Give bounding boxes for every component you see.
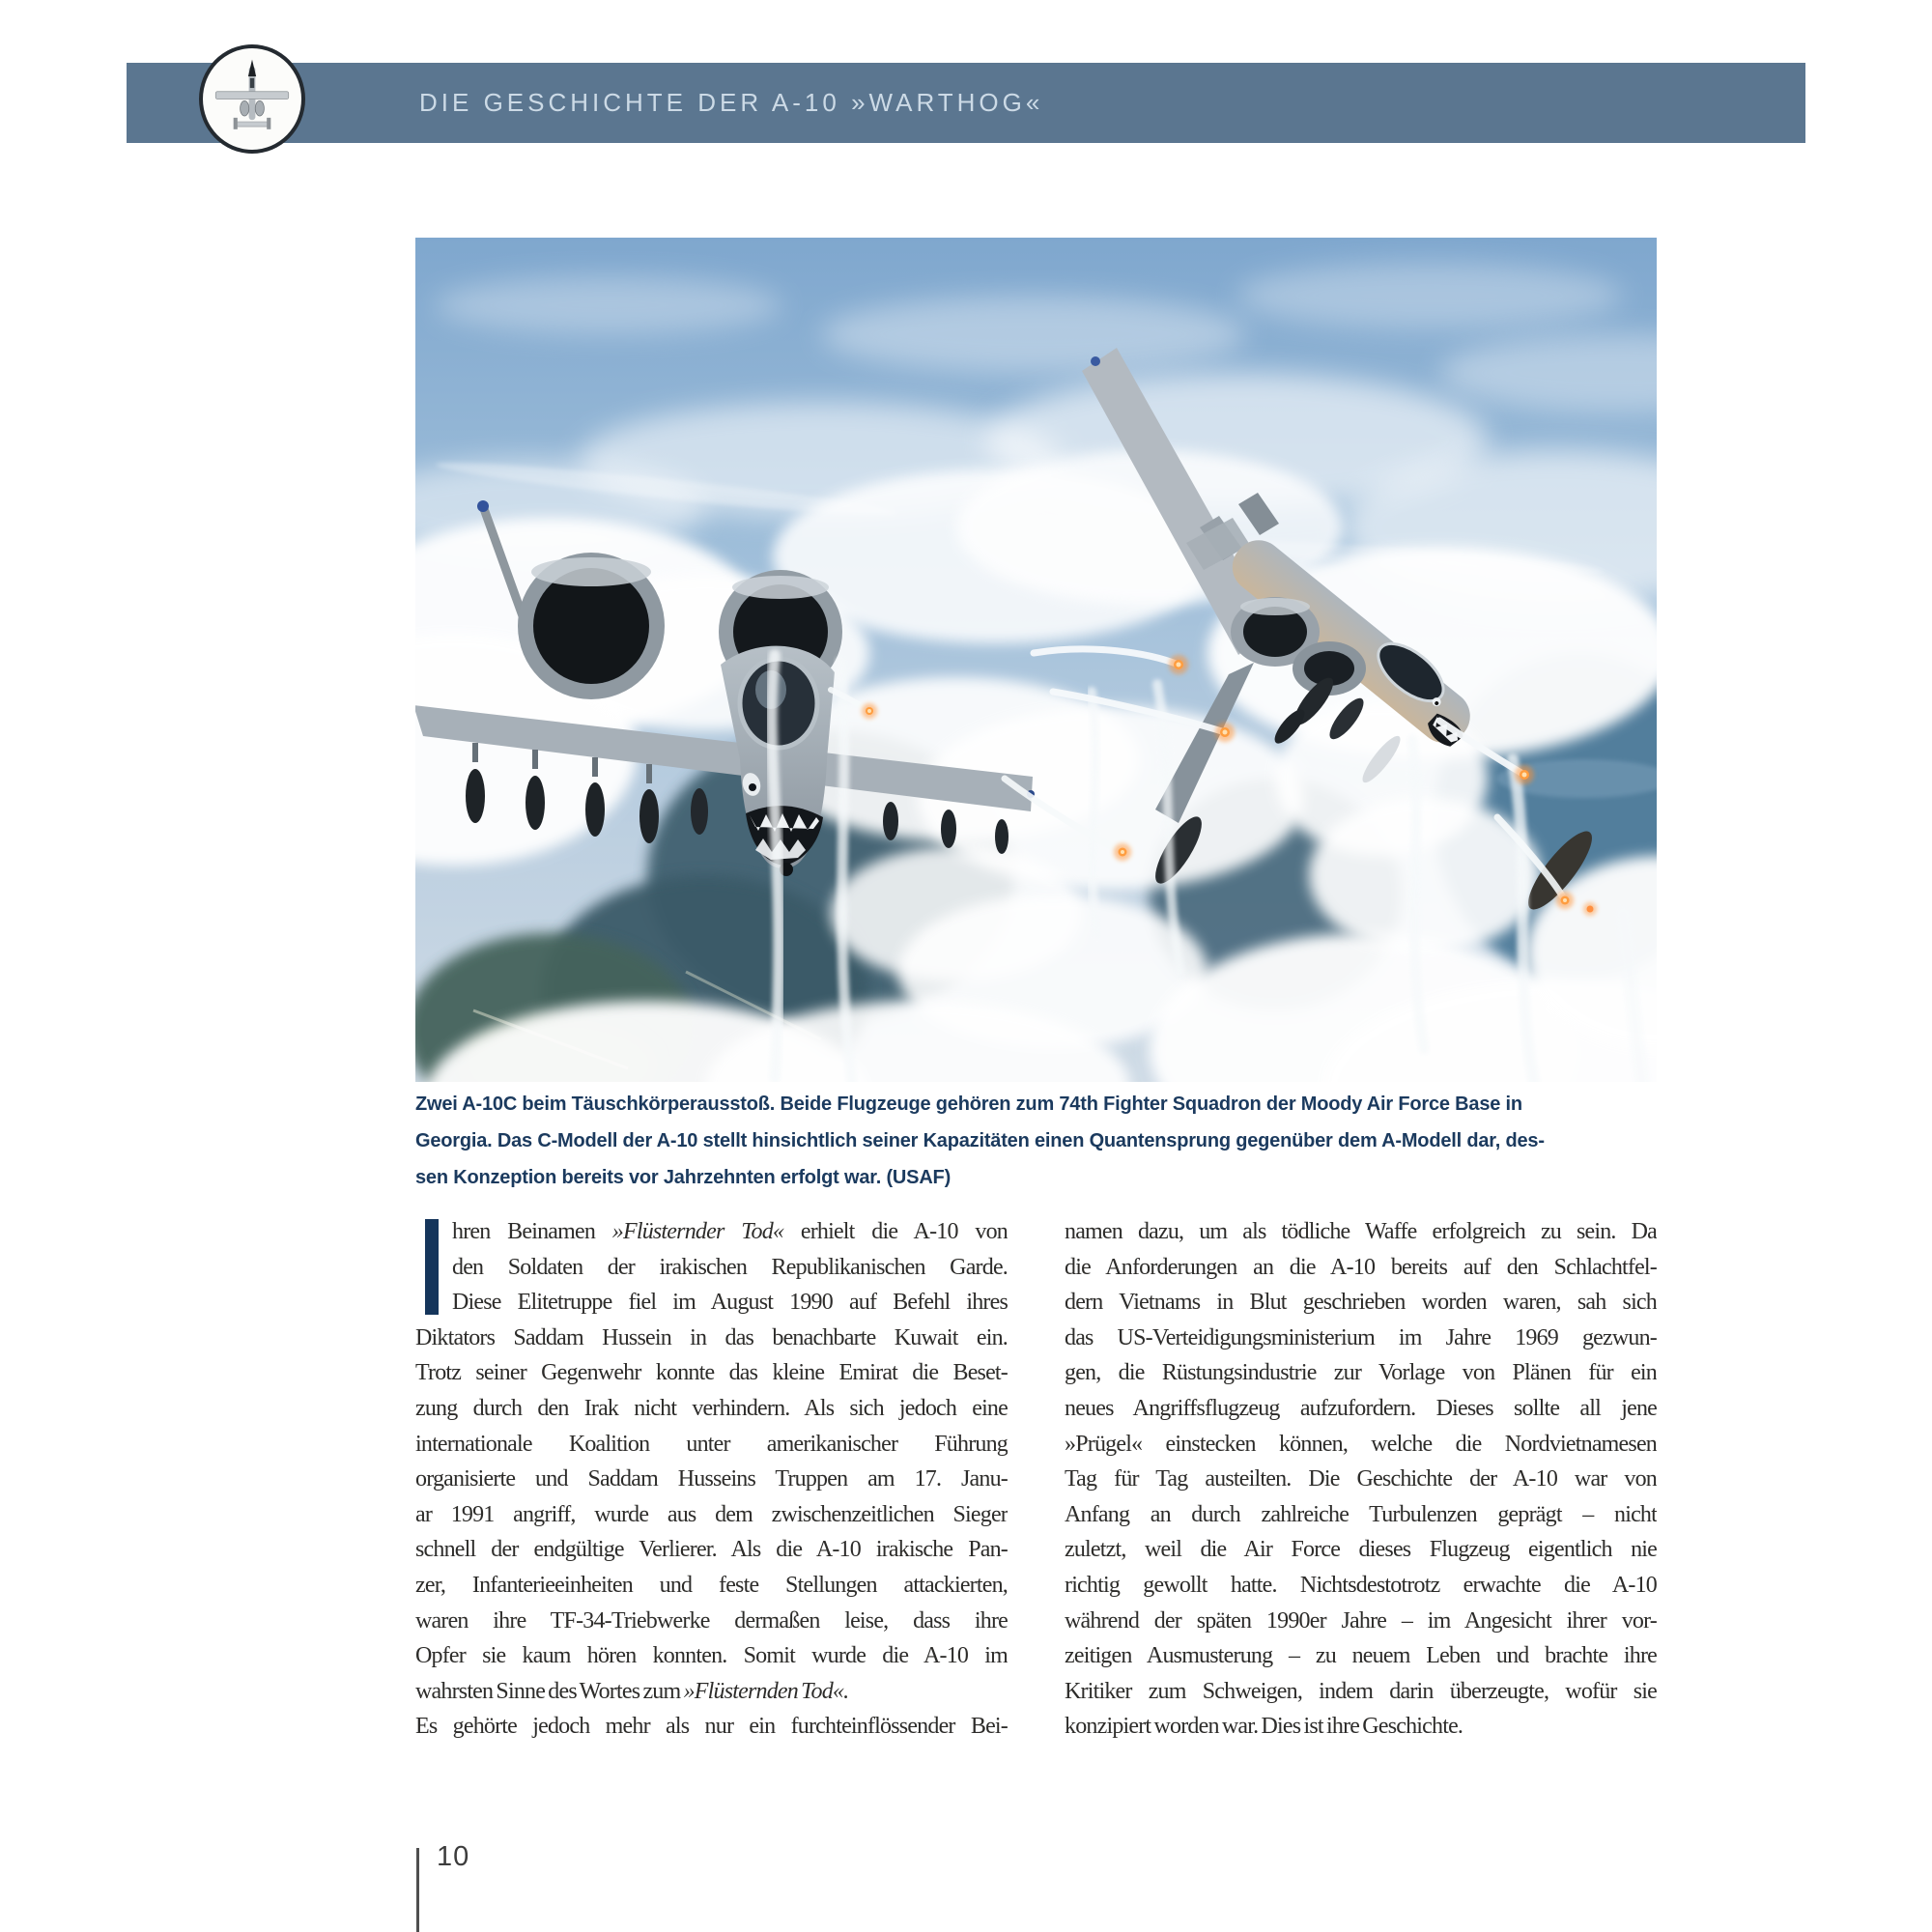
- text-line: zeitigen Ausmusterung – zu neuem Leben und brachte ihre: [1065, 1643, 1657, 1669]
- footer-rule: [416, 1848, 419, 1932]
- text-line: Es gehörte jedoch mehr als nur ein furchteinflössender Bei-: [415, 1714, 1008, 1740]
- text-line: Diese Elitetruppe fiel im August 1990 auf Befehl ihres: [452, 1290, 1008, 1316]
- text-line: zer, Infanterieeinheiten und feste Stellungen attackierten,: [415, 1572, 1008, 1598]
- text-line: organisierte und Saddam Husseins Truppen am 17. Janu-: [415, 1466, 1008, 1492]
- text-line: den Soldaten der irakischen Republikanischen Garde.: [452, 1254, 1008, 1280]
- text-line: Anfang an durch zahlreiche Turbulenzen geprägt – nicht: [1065, 1501, 1657, 1527]
- text-line: neues Angriffsflugzeug aufzufordern. Dieses sollte all jene: [1065, 1395, 1657, 1421]
- caption-line: Georgia. Das C-Modell der A-10 stellt hinsichtlich seiner Kapazitäten einen Quantensprung gegenüber dem A-Modell dar, des-: [415, 1130, 1545, 1151]
- text-line: zung durch den Irak nicht verhindern. Als sich jedoch eine: [415, 1395, 1008, 1421]
- text-line: dern Vietnams in Blut geschrieben worden waren, sah sich: [1065, 1290, 1657, 1316]
- text-line: namen dazu, um als tödliche Waffe erfolgreich zu sein. Da: [1065, 1219, 1657, 1244]
- body-column-left: [415, 1214, 1008, 1745]
- text-line: konzipiert worden war. Dies ist ihre Geschichte.: [1065, 1714, 1463, 1740]
- text-line: waren ihre TF-34-Triebwerke dermaßen leise, dass ihre: [415, 1607, 1008, 1634]
- page-header-title: DIE GESCHICHTE DER A-10 »WARTHOG«: [419, 88, 1044, 117]
- text-line: ar 1991 angriff, wurde aus dem zwischenzeitlichen Sieger: [415, 1501, 1008, 1527]
- text-line: »Prügel« einstecken können, welche die Nordvietnamesen: [1065, 1431, 1657, 1457]
- text-line: Opfer sie kaum hören konnten. Somit wurde die A-10 im: [415, 1643, 1008, 1669]
- text-line: Diktators Saddam Hussein in das benachbarte Kuwait ein.: [415, 1324, 1008, 1350]
- page-number: 10: [437, 1841, 470, 1872]
- text-line: hren Beinamen »Flüsternder Tod« erhielt die A-10 von: [452, 1219, 1008, 1244]
- probe-tip-light: [477, 500, 489, 512]
- a10-topview-icon: [208, 53, 297, 146]
- photo-caption: [415, 1086, 1663, 1196]
- text-line: das US-Verteidigungsministerium im Jahre 1969 gezwun-: [1065, 1324, 1657, 1350]
- text-line: Tag für Tag austeilten. Die Geschichte der A-10 war von: [1065, 1466, 1657, 1492]
- chapter-logo: [199, 44, 305, 154]
- text-line: zuletzt, weil die Air Force dieses Flugzeug eigentlich nie: [1065, 1537, 1657, 1563]
- text-line: internationale Koalition unter amerikanischer Führung: [415, 1431, 1008, 1457]
- text-line: gen, die Rüstungsindustrie zur Vorlage von Plänen für ein: [1065, 1360, 1657, 1386]
- text-line: wahrsten Sinne des Wortes zum »Flüsternden Tod«.: [415, 1678, 849, 1704]
- text-line: schnell der endgültige Verlierer. Als die A-10 irakische Pan-: [415, 1537, 1008, 1563]
- caption-line: sen Konzeption bereits vor Jahrzehnten erfolgt war. (USAF): [415, 1167, 952, 1188]
- text-line: Kritiker zum Schweigen, indem darin überzeugte, wofür sie: [1065, 1678, 1657, 1704]
- text-line: Trotz seiner Gegenwehr konnte das kleine Emirat die Beset-: [415, 1360, 1008, 1386]
- photo-a10-flares: [415, 238, 1657, 1082]
- text-line: die Anforderungen an die A-10 bereits auf den Schlachtfel-: [1065, 1254, 1657, 1280]
- text-line: richtig gewollt hatte. Nichtsdestotrotz erwachte die A-10: [1065, 1572, 1657, 1598]
- caption-line: Zwei A-10C beim Täuschkörperausstoß. Beide Flugzeuge gehören zum 74th Fighter Squadron der Moody Air Force Base in: [415, 1094, 1522, 1115]
- body-column-right: [1065, 1214, 1657, 1745]
- text-line: während der späten 1990er Jahre – im Angesicht ihrer vor-: [1065, 1607, 1657, 1634]
